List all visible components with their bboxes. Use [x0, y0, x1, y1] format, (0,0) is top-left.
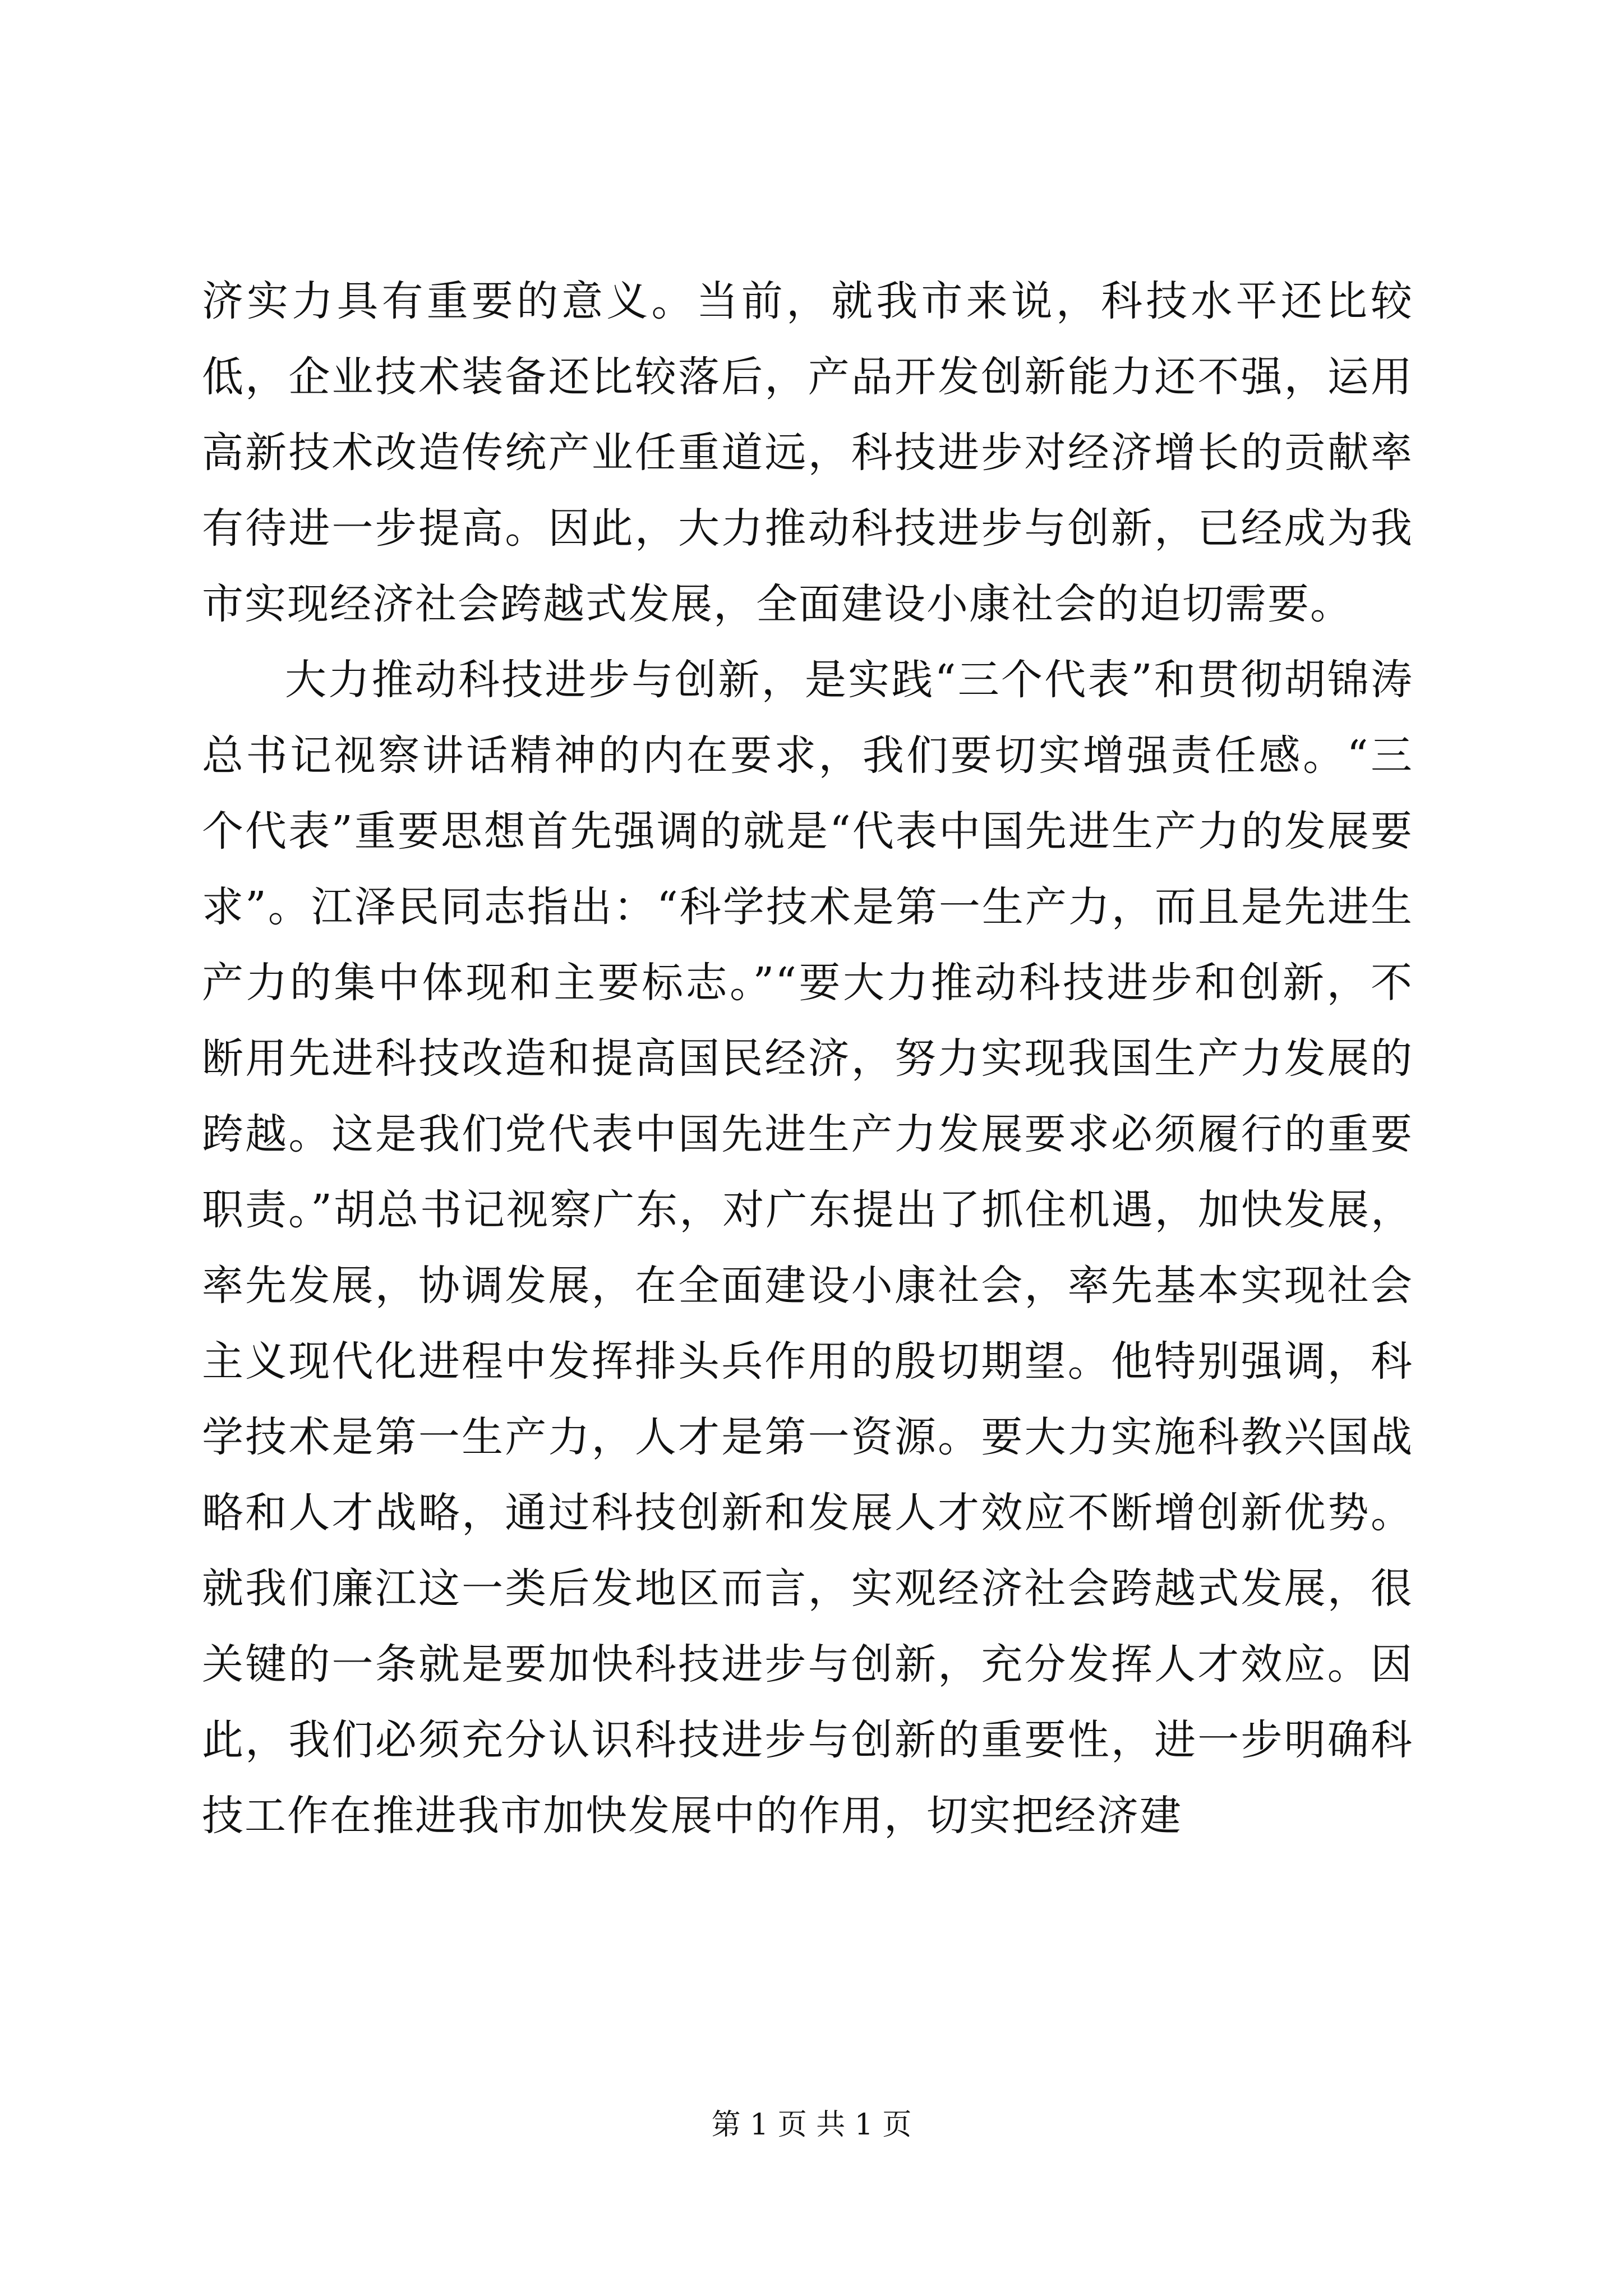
body-text — [202, 264, 1413, 1854]
paragraph-1: 济实力具有重要的意义。当前，就我市来说，科技水平还比较低，企业技术装备还比较落后，产品开发创新能力还不强，运用高新技术改造传统产业任重道远，科技进步对经济增长的贡献率有待进一步提高。因此，大力推动科技进步与创新，已经成为我市实现经济社会跨越式发展，全面建设小康社会的迫切需要。 — [202, 277, 1413, 628]
paragraph-2: 大力推动科技进步与创新，是实践“三个代表”和贯彻胡锦涛总书记视察讲话精神的内在要求，我们要切实增强责任感。“三个代表”重要思想首先强调的就是“代表中国先进生产力的发展要求”。江泽民同志指出：“科学技术是第一生产力，而且是先进生产力的集中体现和主要标志。”“要大力推动科技进步和创新，不断用先进科技改造和提高国民经济，努力实现我国生产力发展的跨越。这是我们党代表中国先进生产力发展要求必须履行的重要职责。”胡总书记视察广东，对广东提出了抓住机遇，加快发展，率先发展，协调发展，在全面建设小康社会，率先基本实现社会主义现代化进程中发挥排头兵作用的殷切期望。他特别强调，科学技术是第一生产力，人才是第一资源。要大力实施科教兴国战略和人才战略，通过科技创新和发展人才效应不断增创新优势。就我们廉江这一类后发地区而言，实观经济社会跨越式发展，很关键的一条就是要加快科技进步与创新，充分发挥人才效应。因此，我们必须充分认识科技进步与创新的重要性，进一步明确科技工作在推进我市加快发展中的作用，切实把经济建 — [202, 656, 1413, 1840]
page-number-footer: 第 1 页 共 1 页 — [711, 2108, 912, 2142]
